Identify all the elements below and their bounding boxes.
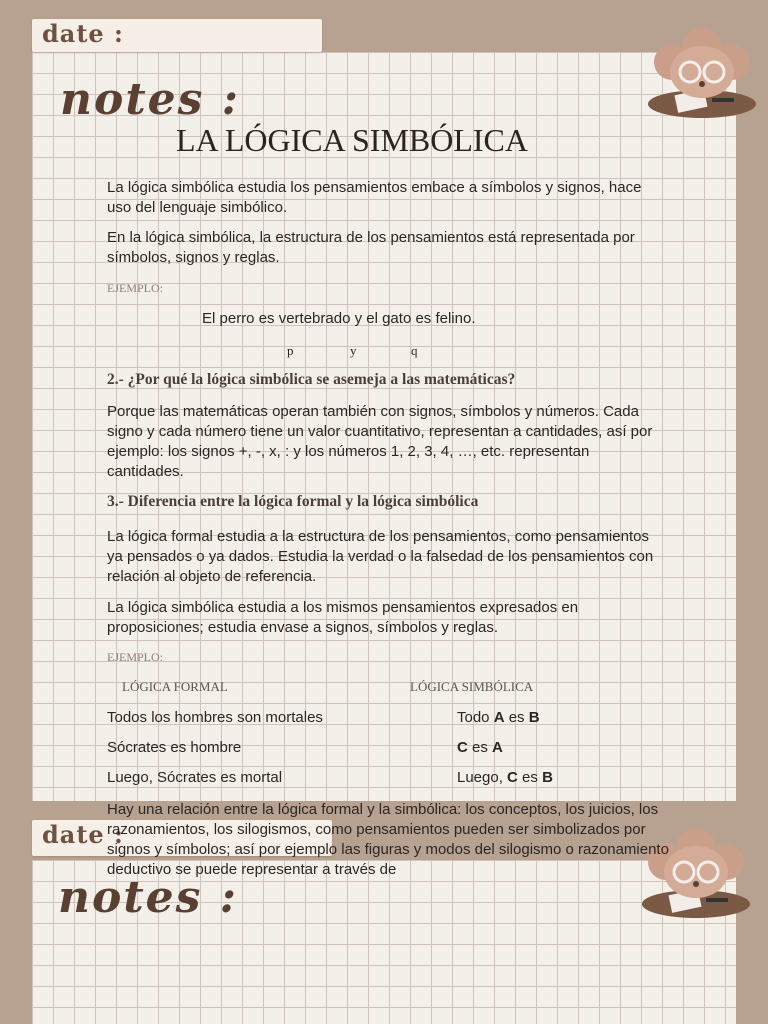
question-3-paragraph-2: La lógica simbólica estudia a los mismos pensamientos expresados en proposiciones; estudia envase a signos, símbolos y reglas. <box>107 599 579 636</box>
date-label: date : <box>42 820 124 849</box>
intro-paragraph-2: En la lógica simbólica, la estructura de los pensamientos está representada por símbolos, signos y reglas. <box>107 229 635 266</box>
date-field <box>32 19 322 52</box>
question-3-paragraph-1: La lógica formal estudia a la estructura de los pensamientos, como pensamientos ya pensados o ya dados. Estudia la verdad o la falsedad de los pensamientos con relación al objeto de referencia. <box>107 528 654 585</box>
closing-paragraph: Hay una relación entre la lógica formal y la simbólica: los conceptos, los juicios, los razonamientos, los silogismos, como pensamientos pueden ser simbolizados por signos y símbolos; así por ejemplo las figuras y modos del silogismo o razonamiento deductivo se puede representar a través de <box>107 801 669 878</box>
column-header-simbolica: LÓGICA SIMBÓLICA <box>410 679 534 694</box>
example-label: EJEMPLO: <box>107 281 164 295</box>
formal-cell: Sócrates es hombre <box>107 739 242 756</box>
symbol-q: q <box>411 343 418 358</box>
date-label: date : <box>42 19 124 48</box>
question-2-answer: Porque las matemáticas operan también con signos, símbolos y números. Cada signo y cada número tiene un valor cuantitativo, representan a cantidades, así por ejemplo: los signos +, -, x, : y los números 1, 2, 3, 4, …, etc. representan cantidades. <box>107 403 653 480</box>
simbolica-cell: C es A <box>457 739 503 756</box>
symbol-p: p <box>287 343 294 358</box>
example-label-2: EJEMPLO: <box>107 650 164 664</box>
notes-heading: notes : <box>60 74 240 125</box>
symbol-y: y <box>350 343 357 358</box>
example-sentence: El perro es vertebrado y el gato es felino. <box>202 310 476 327</box>
question-2-heading: 2.- ¿Por qué la lógica simbólica se asemeja a las matemáticas? <box>107 371 516 388</box>
formal-cell: Todos los hombres son mortales <box>107 709 323 726</box>
notes-heading: notes : <box>58 872 238 923</box>
formal-cell: Luego, Sócrates es mortal <box>107 769 283 786</box>
poodle-with-glasses-icon <box>632 28 758 124</box>
simbolica-cell: Todo A es B <box>457 709 540 726</box>
question-3-heading: 3.- Diferencia entre la lógica formal y la lógica simbólica <box>107 493 479 510</box>
intro-paragraph-1: La lógica simbólica estudia los pensamientos embace a símbolos y signos, hace uso del lenguaje simbólico. <box>107 179 642 216</box>
column-header-formal: LÓGICA FORMAL <box>122 679 228 694</box>
document-title: LA LÓGICA SIMBÓLICA <box>175 122 528 158</box>
simbolica-cell: Luego, C es B <box>457 769 553 786</box>
